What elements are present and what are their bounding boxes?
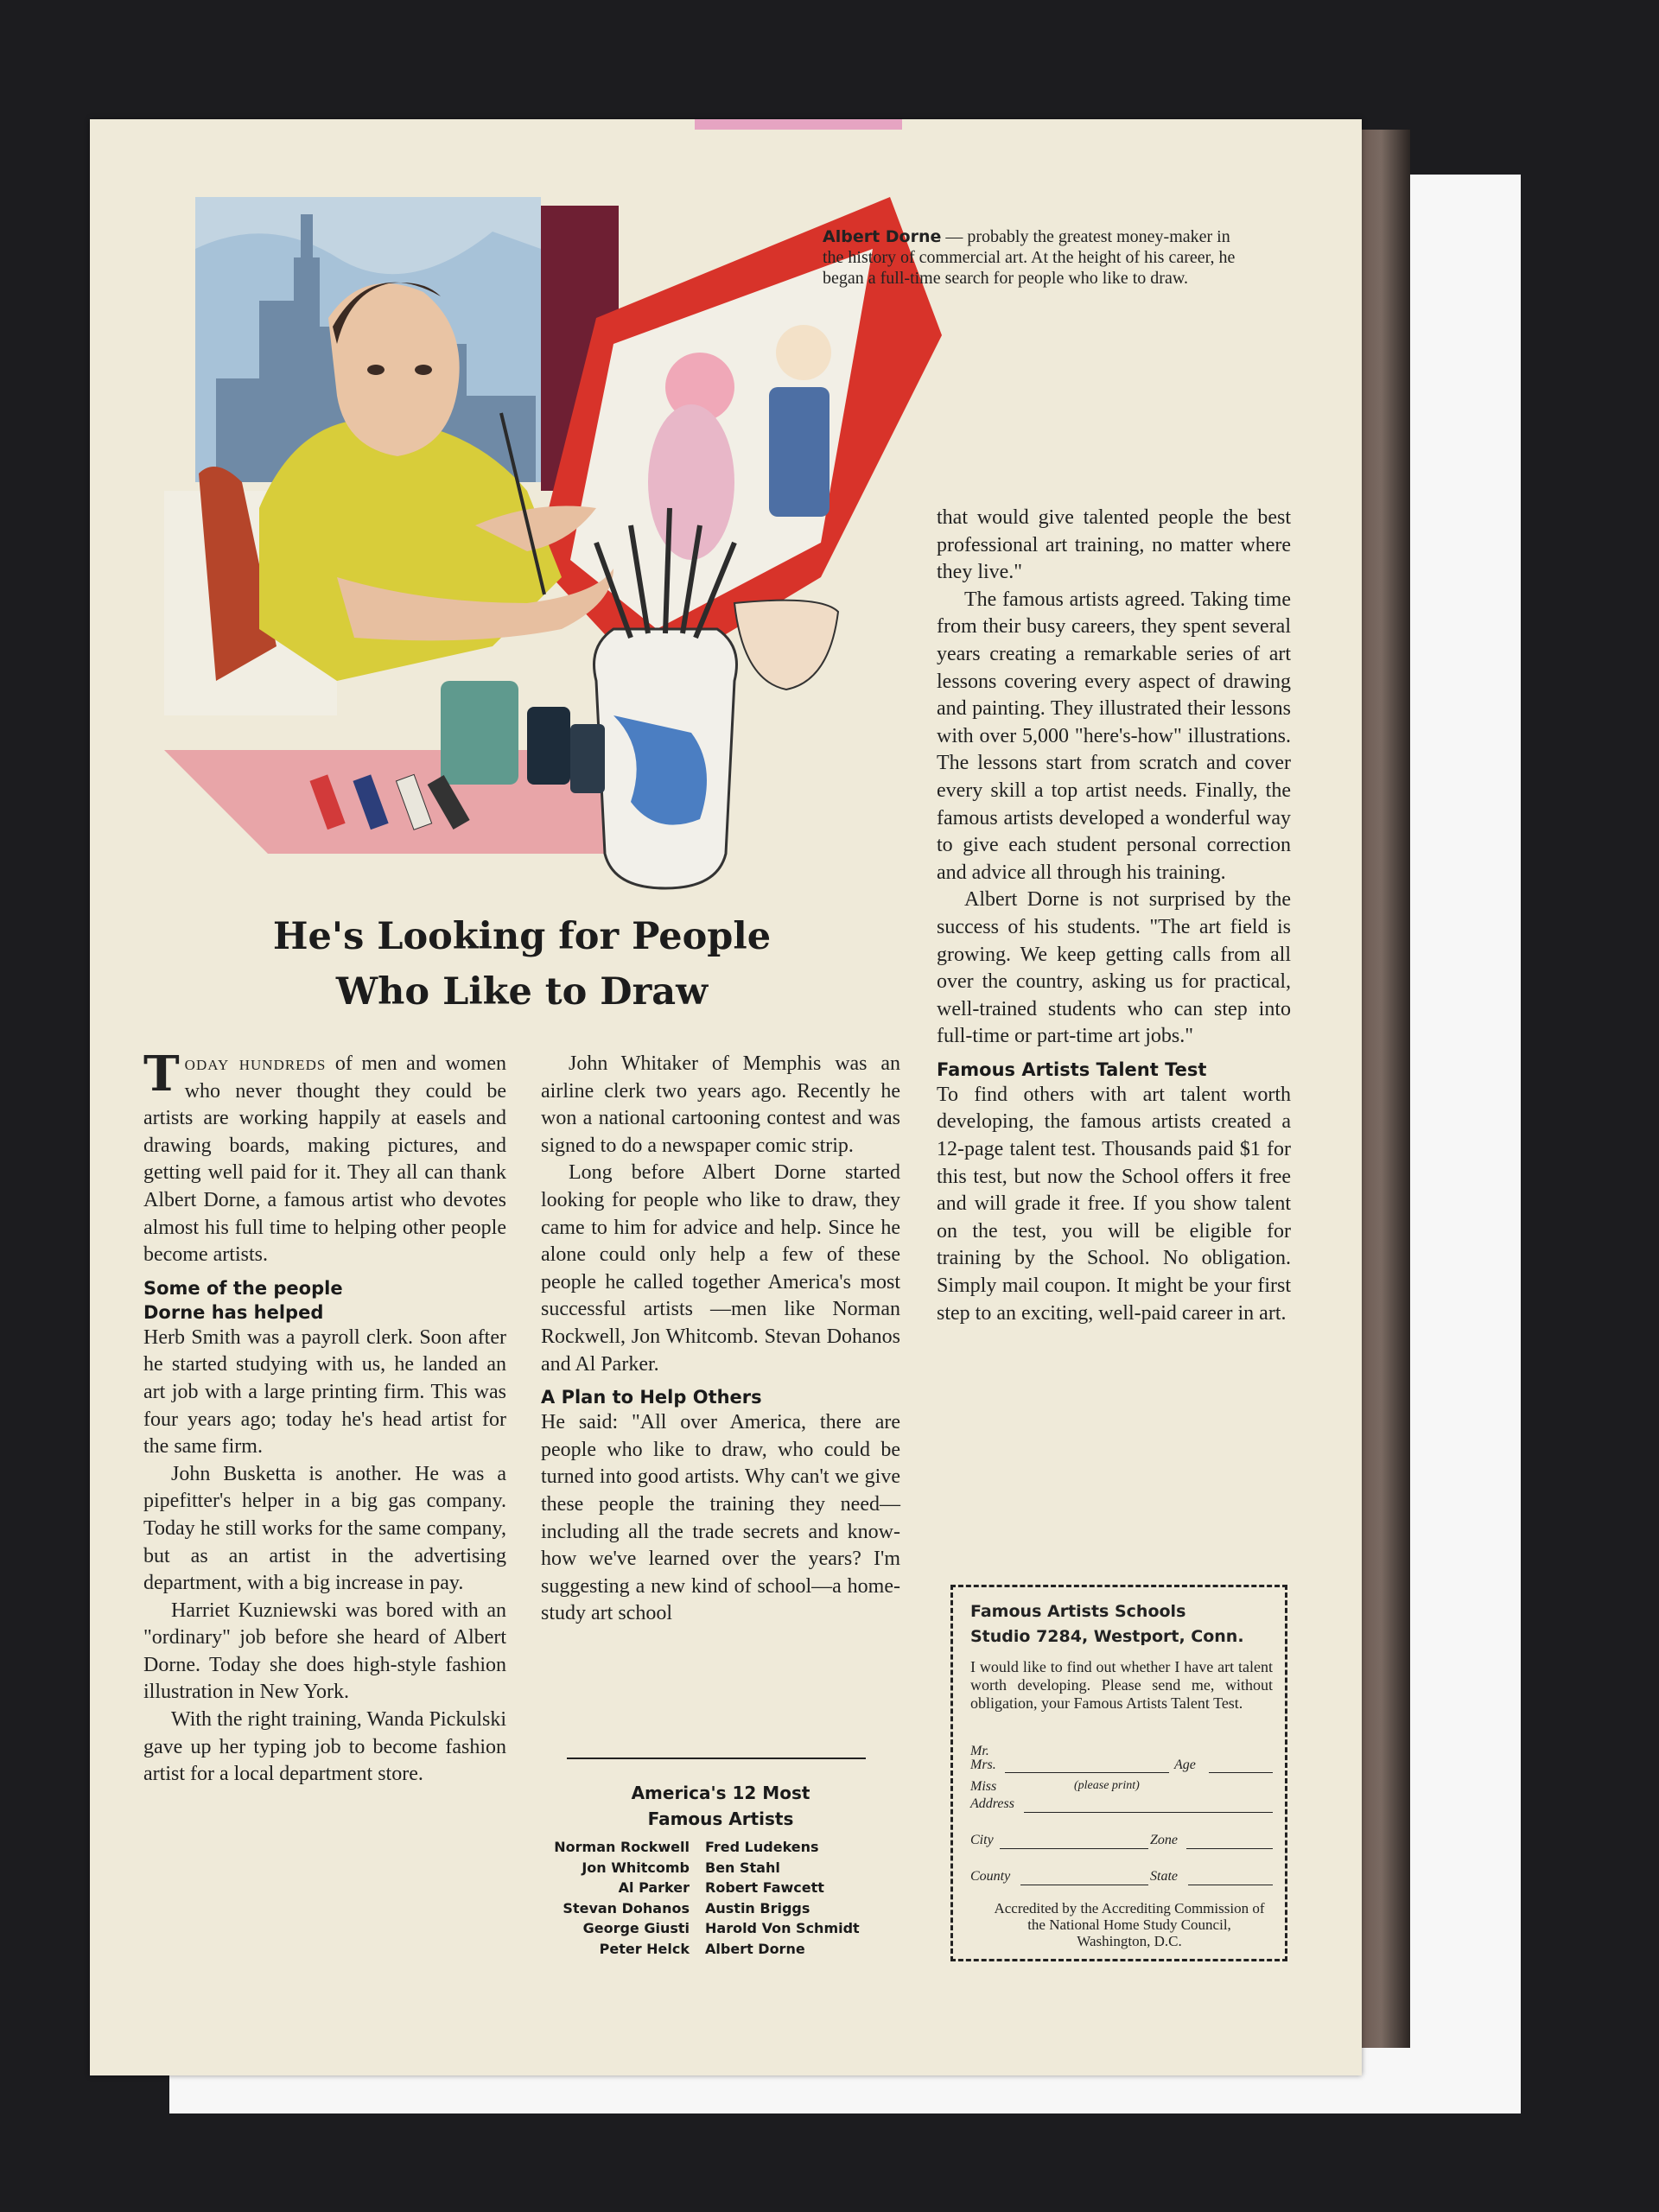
coupon-accreditation: Accredited by the Accrediting Commission of the National Home Study Council, Washington, D.C. [994, 1900, 1265, 1949]
paint-jar [441, 681, 518, 785]
paragraph: Today hundreds of men and women who never thought they could be artists are working happily at easels and drawing boards, making pictures, and getting well paid for it. They all can thank Albert Dorne, a famous artist who devotes almost his full time to helping other people become artists. [143, 1046, 507, 1267]
cover-edge-tint [695, 119, 902, 130]
paragraph: The famous artists agreed. Taking time from their busy careers, they spent several years creating a remarkable series of art lessons covering every aspect of drawing and painting. They illustrated their lessons with over 5,000 "here's-how" illustrations. The lessons start from scratch and cover every skill a top artist needs. Finally, the famous artists developed a wonderful way to give each student personal correction and advice all through his training. [937, 588, 1291, 884]
paragraph: John Whitaker of Memphis was an airline clerk two years ago. Recently he won a national cartooning contest and was signed to do a newspaper comic strip. [541, 1052, 900, 1157]
article-column-3 [937, 505, 1291, 1327]
paragraph: To find others with art talent worth developing, the famous artists created a 12-page talent test. Thousands paid $1 for this test, but now the School offers it free and will grade it free. If you show talent on the test, you will be eligible for training by the School. No obligation. Simply mail coupon. It might be your first step to an exciting, well-paid career in art. [937, 1083, 1291, 1325]
divider-rule [567, 1758, 866, 1759]
paragraph: Long before Albert Dorne started looking for people who like to draw, they came to him for advice and help. Since he alone could only help a few of these people he called together America's most successful artists —men like Norman Rockwell, Jon Whitcomb. Stevan Dohanos and Al Parker. [541, 1161, 900, 1376]
coupon-city-zone-field[interactable]: City Zone [970, 1833, 1273, 1852]
artist-row: Al Parker Robert Fawcett [618, 1879, 824, 1897]
paragraph: Herb Smith was a payroll clerk. Soon after he started studying with us, he landed an art job with a large printing firm. This was four years ago; today he's head artist for the same firm. [143, 1325, 506, 1459]
artist-row: Jon Whitcomb Ben Stahl [582, 1859, 780, 1876]
drop-cap: T [143, 1046, 180, 1103]
coupon-county-state-field[interactable]: County State [970, 1869, 1273, 1888]
paragraph: Albert Dorne is not surprised by the success of his students. "The art field is growing. We keep getting calls from all over the country, asking us for practical, well-trained students who can step into full-time or part-time art jobs." [937, 888, 1291, 1048]
paragraph: that would give talented people the best professional art training, no matter where they live." [937, 506, 1291, 584]
lead-in: oday hundreds [184, 1052, 327, 1075]
caption-name: Albert Dorne [823, 227, 942, 246]
headline-line-2: Who Like to Draw [335, 970, 709, 1014]
paragraph: John Busketta is another. He was a pipefitter's helper in a big gas company. Today he still works for the same company, but as an artist in the advertising department, with a big increase in pay. [143, 1462, 506, 1595]
paragraph: He said: "All over America, there are people who like to draw, who could be turned into good artists. Why can't we give these people the training they need—including all the trade secrets and know-how we've learned over the years? I'm suggesting a new kind of school—a home-study art school [541, 1411, 900, 1625]
comic-back-cover-page [90, 119, 1362, 2075]
subheading: Famous Artists Talent Test [937, 1058, 1207, 1080]
coupon-body: I would like to find out whether I have art talent worth developing. Please send me, without obligation, your Famous Artists Talent Test. [970, 1658, 1273, 1712]
bowl [734, 601, 838, 690]
paragraph: With the right training, Wanda Pickulski gave up her typing job to become fashion artist for a local department store. [143, 1708, 506, 1786]
artist-illustration [164, 197, 942, 892]
artist-row: Norman Rockwell Fred Ludekens [554, 1839, 819, 1855]
article-column-2 [541, 1051, 900, 1628]
illustration-caption [823, 226, 1237, 289]
artist-row: George Giusti Harold Von Schmidt [582, 1920, 860, 1937]
headline [194, 909, 850, 1020]
coupon-header: Famous Artists Schools Studio 7284, Westport, Conn. [970, 1602, 1244, 1646]
artists-list [532, 1837, 912, 1960]
artist-row: Peter Helck Albert Dorne [599, 1940, 805, 1957]
headline-line-1: He's Looking for People [272, 915, 772, 958]
subheading: A Plan to Help Others [541, 1387, 762, 1408]
mail-in-coupon[interactable] [950, 1585, 1287, 1961]
artists-list-title: America's 12 Most Famous Artists [631, 1783, 810, 1829]
artist-row: Stevan Dohanos Austin Briggs [563, 1899, 810, 1916]
article-column-1 [143, 1046, 507, 1789]
subheading: Some of the people Dorne has helped [143, 1277, 343, 1323]
coupon-name-field[interactable]: Mr. Mrs. Age [970, 1745, 1273, 1764]
coupon-address-field[interactable]: Address [970, 1796, 1273, 1815]
paragraph: Harriet Kuzniewski was bored with an "ordinary" job before she heard of Albert Dorne. Today she does high-style fashion illustration in New York. [143, 1599, 506, 1704]
caption-text: — probably the greatest money-maker in the history of commercial art. At the height of his career, he began a full-time search for people who like to draw. [823, 227, 1236, 288]
coupon-miss-line: Miss (please print) [970, 1779, 1140, 1794]
